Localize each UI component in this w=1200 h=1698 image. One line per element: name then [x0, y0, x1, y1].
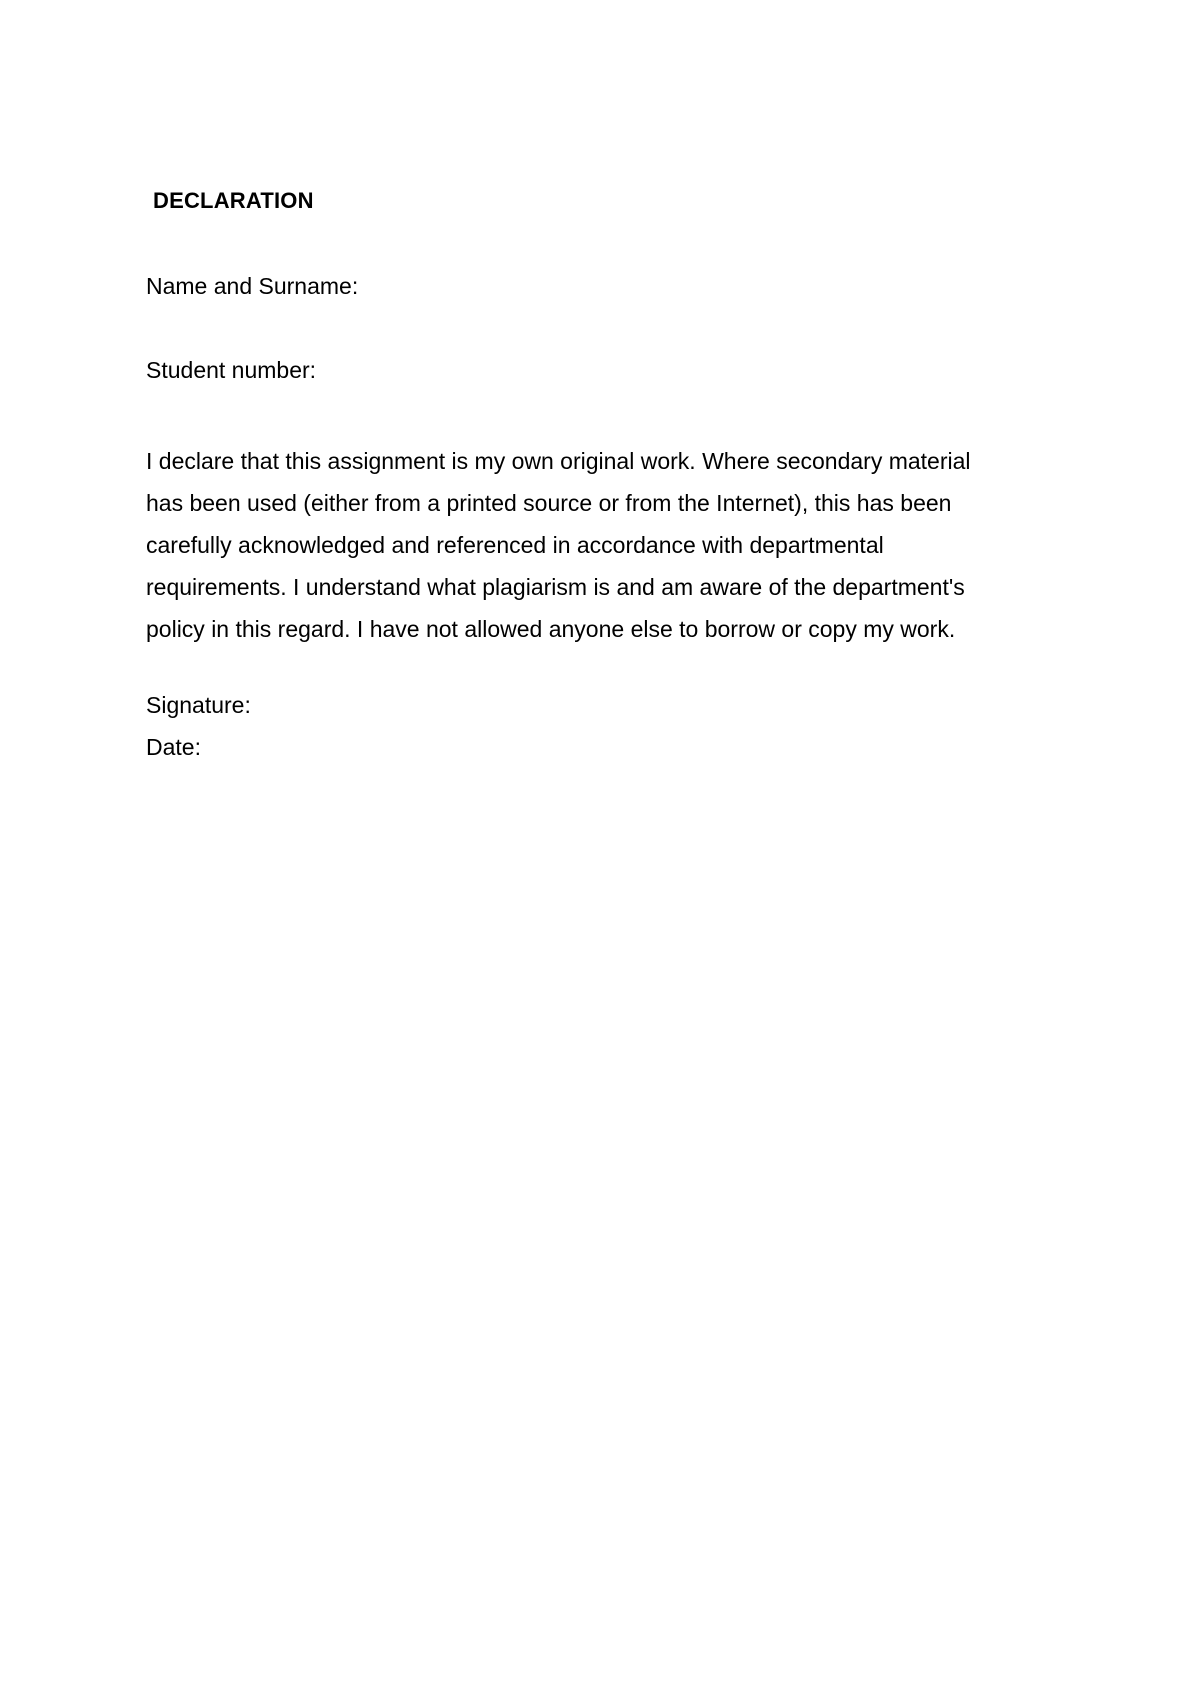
declaration-line: carefully acknowledged and referenced in accordance with departmental [146, 532, 884, 558]
declaration-line: requirements. I understand what plagiarism is and am aware of the department's [146, 574, 965, 600]
document-title: DECLARATION [153, 188, 314, 213]
declaration-paragraph [146, 440, 1046, 650]
name-surname-label: Name and Surname: [146, 273, 359, 299]
declaration-line: I declare that this assignment is my own original work. Where secondary material [146, 448, 971, 474]
date-label: Date: [146, 734, 201, 760]
student-number-label: Student number: [146, 357, 317, 383]
signature-label: Signature: [146, 692, 251, 718]
declaration-line: policy in this regard. I have not allowed anyone else to borrow or copy my work. [146, 616, 956, 642]
declaration-line: has been used (either from a printed source or from the Internet), this has been [146, 490, 952, 516]
